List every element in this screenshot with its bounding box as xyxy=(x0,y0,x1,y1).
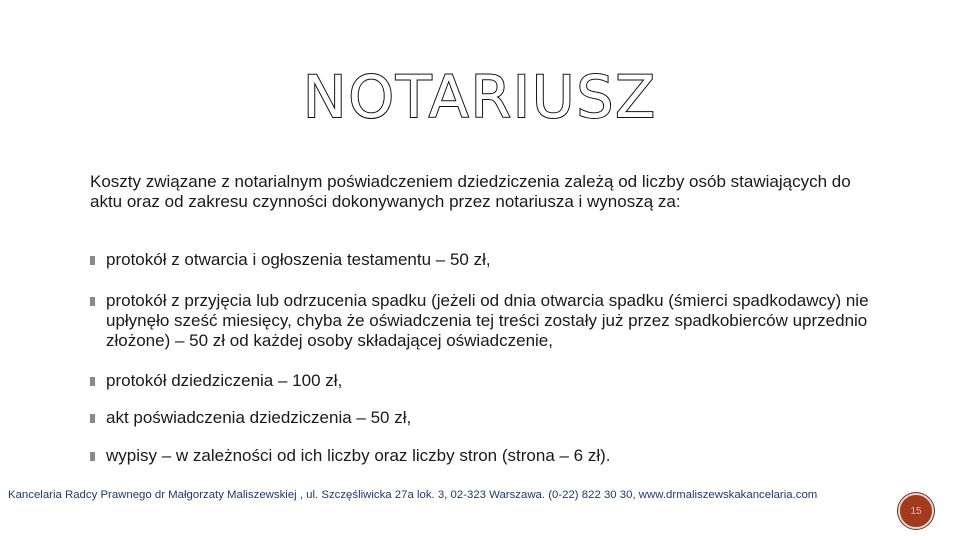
list-item xyxy=(90,446,870,466)
list-item-text: wypisy – w zależności od ich liczby oraz liczby stron (strona – 6 zł). xyxy=(106,446,611,465)
square-bullet-icon xyxy=(90,414,95,423)
list-item-text: protokół z przyjęcia lub odrzucenia spadku (jeżeli od dnia otwarcia spadku (śmierci spadkodawcy) nie upłynęło sześć miesięcy, chyba że oświadczenia tej treści zostały już przez spadkobierców uprzednio złożone) – 50 zł od każdej osoby składającej oświadczenie, xyxy=(106,291,869,350)
square-bullet-icon xyxy=(90,377,95,386)
list-item xyxy=(90,371,870,391)
list-item xyxy=(90,250,870,270)
square-bullet-icon xyxy=(90,452,95,461)
square-bullet-icon xyxy=(90,256,95,265)
page-number: 15 xyxy=(910,505,922,517)
list-item xyxy=(90,408,870,428)
list-item-text: protokół z otwarcia i ogłoszenia testamentu – 50 zł, xyxy=(106,250,491,269)
list-item-text: akt poświadczenia dziedziczenia – 50 zł, xyxy=(106,408,412,427)
cost-list xyxy=(90,250,870,466)
footer-contact: Kancelaria Radcy Prawnego dr Małgorzaty Maliszewskiej , ul. Szczęśliwicka 27a lok. 3, 02-323 Warszawa. (0-22) 822 30 30, www.drmaliszewskakancelaria.com xyxy=(8,489,818,501)
list-item xyxy=(90,291,870,351)
page-number-badge xyxy=(898,493,934,529)
square-bullet-icon xyxy=(90,297,95,306)
slide-title: NOTARIUSZ xyxy=(302,63,658,131)
intro-paragraph: Koszty związane z notarialnym poświadczeniem dziedziczenia zależą od liczby osób stawiających do aktu oraz od zakresu czynności dokonywanych przez notariusza i wynoszą za: xyxy=(90,172,851,211)
list-item-text: protokół dziedziczenia – 100 zł, xyxy=(106,371,343,390)
